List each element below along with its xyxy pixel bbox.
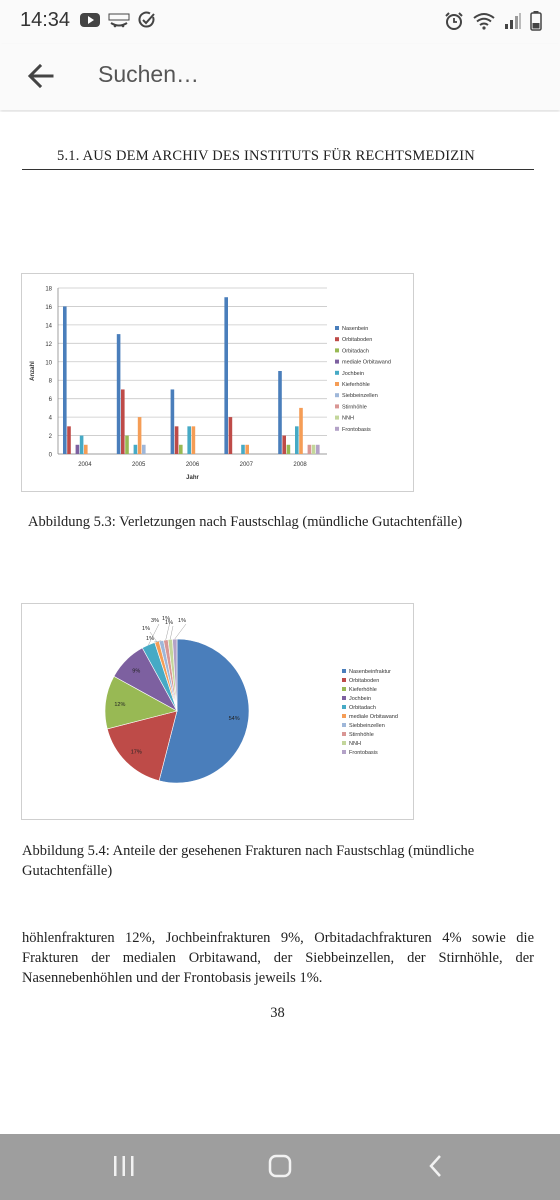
bar-chart <box>22 274 413 491</box>
legend-entry: Siebbeinzellen <box>342 393 378 400</box>
header-rule <box>22 169 534 170</box>
home-icon <box>260 1152 300 1182</box>
bar <box>134 445 138 454</box>
slice-label: 1% <box>162 616 170 622</box>
legend-entry: NNH <box>342 415 354 422</box>
wifi-icon <box>472 11 496 31</box>
legend-entry: Siebbeinzellen <box>349 723 385 729</box>
legend-swatch <box>342 678 346 682</box>
legend-entry: Orbitadach <box>349 705 376 711</box>
legend-swatch <box>335 348 339 352</box>
bar <box>229 417 233 454</box>
legend-swatch <box>335 371 339 375</box>
slice-label: 54% <box>228 716 240 723</box>
check-icon <box>138 11 156 29</box>
legend-swatch <box>335 427 339 431</box>
y-axis-label: Anzahl <box>30 361 36 381</box>
slice-label: 1% <box>178 618 186 624</box>
bar <box>138 417 142 454</box>
back-nav-button[interactable] <box>416 1152 456 1182</box>
legend-entry: Kieferhöhle <box>342 382 370 388</box>
bar-chart-figure <box>21 273 414 492</box>
legend-swatch <box>342 705 346 709</box>
bar <box>192 426 196 454</box>
x-tick-label: 2006 <box>185 462 200 468</box>
bar <box>278 371 282 454</box>
status-bar <box>0 0 560 44</box>
bar <box>308 445 312 454</box>
x-tick-label: 2005 <box>132 462 146 468</box>
leader-line <box>170 626 173 639</box>
bar <box>175 426 179 454</box>
slice-label: 12% <box>114 701 126 708</box>
legend-swatch <box>335 326 339 330</box>
app-bar <box>0 44 560 110</box>
search-field[interactable]: Suchen… <box>98 61 200 87</box>
bar <box>171 389 175 454</box>
home-button[interactable] <box>260 1152 300 1182</box>
legend-swatch <box>342 750 346 754</box>
recent-apps-icon <box>104 1152 144 1182</box>
pie-chart-figure <box>21 603 414 820</box>
x-tick-label: 2007 <box>239 462 253 468</box>
recent-apps-button[interactable] <box>104 1152 144 1182</box>
slice-label: 3% <box>151 618 159 624</box>
legend-entry: Nasenbein <box>342 326 369 332</box>
y-tick-label: 0 <box>48 452 52 459</box>
y-tick-label: 10 <box>45 360 52 367</box>
y-tick-label: 14 <box>45 323 52 330</box>
y-tick-label: 8 <box>48 378 52 385</box>
figure-caption-5-3: Abbildung 5.3: Verletzungen nach Faustschlag (mündliche Gutachtenfälle) <box>28 514 463 530</box>
legend-entry: Kieferhöhle <box>349 687 377 693</box>
bar <box>80 436 84 454</box>
bar <box>117 334 121 454</box>
bar <box>187 426 191 454</box>
status-icons-left <box>80 11 156 29</box>
bar <box>67 426 71 454</box>
bar <box>179 445 183 454</box>
y-tick-label: 16 <box>45 304 52 311</box>
legend-swatch <box>335 360 339 364</box>
bar <box>282 436 286 454</box>
y-tick-label: 4 <box>48 415 52 422</box>
legend-entry: NNH <box>349 741 361 747</box>
bar <box>287 445 291 454</box>
bar <box>316 445 320 454</box>
bar <box>295 426 299 454</box>
legend-swatch <box>342 669 346 673</box>
legend-entry: mediale Orbitawand <box>342 359 391 366</box>
legend-entry: Frontobasis <box>349 750 378 756</box>
bar <box>84 445 88 454</box>
y-tick-label: 2 <box>48 434 52 441</box>
slice-label: 1% <box>142 626 150 632</box>
bar <box>63 306 67 454</box>
slice-label: 1% <box>146 636 154 642</box>
legend-entry: Nasenbeinfraktur <box>349 669 391 675</box>
bar <box>224 297 228 454</box>
legend-entry: Orbitadach <box>342 348 369 355</box>
slice-label: 9% <box>132 668 141 675</box>
bar <box>245 445 249 454</box>
page-header: 5.1. AUS DEM ARCHIV DES INSTITUTS FÜR RECHTSMEDIZIN <box>57 148 475 164</box>
leader-line <box>175 624 186 639</box>
y-tick-label: 6 <box>48 397 52 404</box>
alarm-icon <box>444 11 464 31</box>
signal-icon <box>504 12 522 30</box>
y-tick-label: 18 <box>45 286 52 293</box>
legend-entry: Frontobasis <box>342 426 371 433</box>
legend-swatch <box>335 393 339 397</box>
legend-swatch <box>342 723 346 727</box>
caption-line-1: Abbildung 5.4: Anteile der gesehenen Frakturen nach Faustschlag (mündliche <box>22 843 475 859</box>
bar <box>142 445 146 454</box>
bar <box>125 436 129 454</box>
bar <box>299 408 303 454</box>
legend-entry: mediale Orbitawand <box>349 714 398 720</box>
amazon-icon <box>108 11 130 29</box>
back-arrow-icon <box>24 58 60 94</box>
bar <box>121 389 125 454</box>
legend-swatch <box>335 382 339 386</box>
document-page[interactable] <box>0 112 560 1122</box>
page-number: 38 <box>270 1005 285 1021</box>
battery-icon <box>530 11 542 31</box>
caption-line-2: Gutachtenfälle) <box>22 863 113 879</box>
bar <box>76 445 80 454</box>
legend-swatch <box>335 416 339 420</box>
legend-swatch <box>342 687 346 691</box>
x-axis-label: Jahr <box>186 475 199 481</box>
legend-swatch <box>342 741 346 745</box>
pie-chart <box>22 604 413 819</box>
legend-entry: Jochbein <box>349 696 372 702</box>
legend-entry: Stirnhöhle <box>349 732 374 738</box>
body-paragraph: höhlenfrakturen 12%, Jochbeinfrakturen 9%, Orbitadachfrakturen 4% sowie die Frakturen der medialen Orbitawand, der Siebbeinzellen, der Stirnhöhle, der Nasennebenhöhlen und der Frontobasis jeweils 1%. <box>22 930 534 986</box>
legend-swatch <box>342 696 346 700</box>
legend-entry: Orbitaboden <box>342 337 373 344</box>
legend-entry: Orbitaboden <box>349 678 380 684</box>
back-chevron-icon <box>416 1152 456 1182</box>
figure-caption-5-4 <box>22 841 537 881</box>
legend-swatch <box>342 714 346 718</box>
back-button[interactable] <box>24 58 60 94</box>
x-tick-label: 2008 <box>293 462 307 468</box>
slice-label: 1% <box>165 620 173 626</box>
youtube-icon <box>80 12 100 28</box>
status-icons-right <box>444 11 542 31</box>
x-tick-label: 2004 <box>78 462 92 468</box>
y-tick-label: 12 <box>45 341 52 348</box>
legend-swatch <box>335 404 339 408</box>
legend-entry: Stirnhöhle <box>342 404 367 411</box>
slice-label: 17% <box>130 749 142 756</box>
bar <box>241 445 245 454</box>
bar <box>312 445 316 454</box>
status-time: 14:34 <box>20 9 71 31</box>
navigation-bar <box>0 1134 560 1200</box>
legend-entry: Jochbein <box>342 370 365 377</box>
legend-swatch <box>335 337 339 341</box>
legend-swatch <box>342 732 346 736</box>
